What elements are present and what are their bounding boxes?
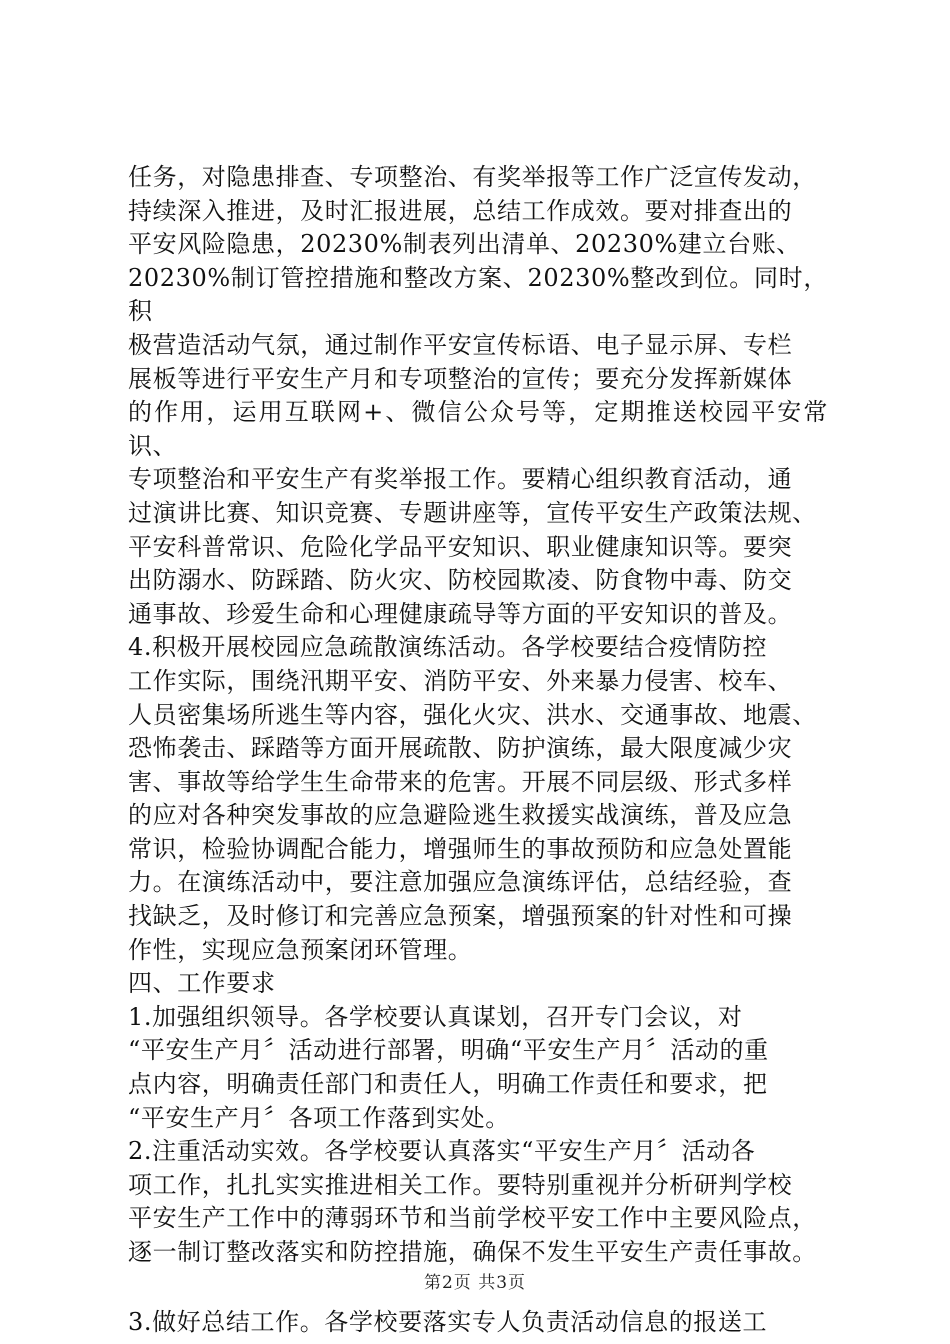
page-footer: 第2页 共3页 [423,1273,527,1293]
section-heading-work-requirements: 四、工作要求 [128,969,276,998]
paragraph-effectiveness: 2.注重活动实效。各学校要认真落实“平安生产月〞活动各 项工作，扎扎实实推进相关工作。要特别重视并分析研判学校 平安生产工作中的薄弱环节和当前学校平安工作中主要风险点， 逐一制订整改落实和防控措施，确保不发生平安生产责任事故。 [128,1137,817,1266]
document-body [128,161,828,1339]
paragraph-leadership: 1.加强组织领导。各学校要认真谋划，召开专门会议，对 “平安生产月〞活动进行部署，明确“平安生产月〞活动的重 点内容，明确责任部门和责任人，明确工作责任和要求，把 “平安生产月〞各项工作落到实处。 [128,1002,769,1132]
paragraph-drill: 4.积极开展校园应急疏散演练活动。各学校要结合疫情防控 工作实际，围绕汛期平安、消防平安、外来暴力侵害、校车、 人员密集场所逃生等内容，强化火灾、洪水、交通事故、地震、 恐怖袭击、踩踏等方面开展疏散、防护演练，最大限度减少灾 害、事故等给学生生命带来的危害。开展不同层级、形式多样 的应对各种突发事故的应急避险逃生救援实战演练，普及应急 常识，检验协调配合能力，增强师生的事故预防和应急处置能 力。在演练活动中，要注意加强应急演练评估，总结经验，查 找缺乏，及时修订和完善应急预案，增强预案的针对性和可操 作性，实现应急预案闭环管理。 [128,633,817,964]
paragraph-publicity: 任务，对隐患排查、专项整治、有奖举报等工作广泛宣传发动， 持续深入推进，及时汇报进展，总结工作成效。要对排查出的 平安风险隐患，20230%制表列出清单、20230%建立台账、 20230%制订管控措施和整改方案、20230%整改到位。同时，积 极营造活动气氛，通过制作平安宣传标语、电子显示屏、专栏 展板等进行平安生产月和专项整治的宣传；要充分发挥新媒体 的作用，运用互联网+、微信公众号等，定期推送校园平安常识、 专项整治和平安生产有奖举报工作。要精心组织教育活动，通 过演讲比赛、知识竞赛、专题讲座等，宣传平安生产政策法规、 平安科普常识、危险化学品平安知识、职业健康知识等。要突 出防溺水、防踩踏、防火灾、防校园欺凌、防食物中毒、防交 通事故、珍爱生命和心理健康疏导等方面的平安知识的普及。 [128,163,828,628]
paragraph-summary: 3.做好总结工作。各学校要落实专人负责活动信息的报送工 [128,1307,768,1336]
